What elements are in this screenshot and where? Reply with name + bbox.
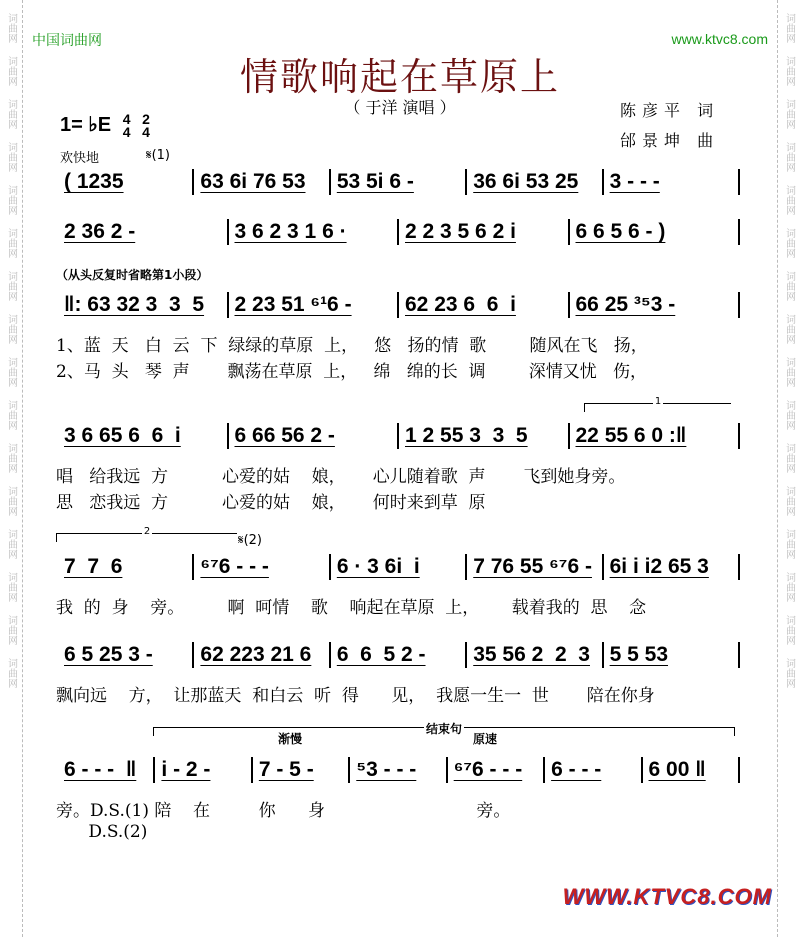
notation-row (58, 555, 740, 580)
repeat-note: （从头反复时省略第1小段） (56, 268, 209, 282)
watermark-text: 词曲网 (5, 228, 17, 258)
measure: 1 2 55 3 3 5 (405, 424, 528, 447)
lyric-line: 旁。D.S.(1) 陪 在 你 身 旁。 (56, 801, 511, 821)
measure: 3 6 65 6 6 i (64, 424, 181, 447)
ktvc8-logo: WWW.KTVC8.COM (562, 884, 772, 909)
measure: 53 5i 6 - (336, 170, 414, 193)
measure: 6i i i2 65 3 (609, 555, 709, 578)
measure: 36 6i 53 25 (473, 170, 579, 193)
measure: 6 - - - (551, 758, 602, 781)
barline (738, 642, 740, 668)
segno-1: 𝄋(1) (146, 148, 171, 163)
barline (738, 423, 740, 449)
measure: ( 1235 (64, 170, 124, 193)
watermark-text: 词曲网 (5, 185, 17, 215)
watermark-strip-left (0, 0, 23, 937)
lyric-line: 2、马 头 琴 声 飘荡在草原 上， 绵 绵的长 调 深情又忧 伤， (56, 362, 647, 382)
measure: 2 36 2 - (64, 220, 136, 243)
ritardando: 渐慢 (278, 732, 303, 746)
notation-row (58, 643, 740, 668)
measure: 62 223 21 6 (200, 643, 312, 666)
ts-top: 2 (142, 110, 150, 127)
measure: 63 6i 76 53 (200, 170, 306, 193)
watermark-text: 词曲网 (5, 572, 17, 602)
watermark-text: 词曲网 (5, 615, 17, 645)
watermark-text: 词曲网 (783, 572, 795, 602)
watermark-text: 词曲网 (783, 314, 795, 344)
measure: 6 6 5 6 - ) (575, 220, 666, 243)
watermark-text: 词曲网 (783, 529, 795, 559)
measure: 3 6 2 3 1 6 · (234, 220, 347, 243)
measure: 6 00 ‖ (648, 758, 706, 781)
watermark-text: 词曲网 (783, 357, 795, 387)
a-tempo: 原速 (473, 732, 498, 746)
measure: ⁶⁷6 - - - (453, 758, 523, 781)
measure: 6 5 25 3 - (64, 643, 153, 666)
tempo-marking: 欢快地 (60, 151, 100, 166)
lyricist: 陈彦平 词 (620, 101, 720, 120)
watermark-text: 词曲网 (5, 400, 17, 430)
measure: 22 55 6 0 :‖ (575, 424, 687, 447)
measure: 7 76 55 ⁶⁷6 - (473, 555, 592, 578)
volta-bracket-2 (56, 526, 237, 542)
watermark-text: 词曲网 (783, 271, 795, 301)
song-title: 情歌响起在草原上 (239, 55, 560, 99)
singer: （ 于洋 演唱 ） (344, 98, 456, 117)
notation-row (58, 170, 740, 195)
ts-bottom: 4 (142, 123, 150, 140)
watermark-text: 词曲网 (783, 142, 795, 172)
key-signature (60, 112, 150, 139)
watermark-text: 词曲网 (5, 658, 17, 688)
measure: ⁶⁷6 - - - (200, 555, 269, 578)
watermark-strip-right (777, 0, 800, 937)
lyric-line: D.S.(2) (56, 822, 148, 842)
volta-bracket-1 (584, 396, 731, 412)
lyric-line: 我 的 身 旁。 啊 呵情 歌 响起在草原 上， 载着我的 思 念 (56, 598, 647, 618)
watermark-text: 词曲网 (783, 486, 795, 516)
watermark-text: 词曲网 (783, 13, 795, 43)
notation-row (58, 293, 740, 318)
watermark-text: 词曲网 (5, 99, 17, 129)
measure: 62 23 6 6 i (405, 293, 516, 316)
ending-label: 结束句 (425, 722, 462, 736)
measure: 3 - - - (609, 170, 660, 193)
watermark-text: 词曲网 (5, 314, 17, 344)
watermark-text: 词曲网 (5, 13, 17, 43)
measure: 35 56 2 2 3 (473, 643, 590, 666)
measure: i - 2 - (161, 758, 211, 781)
barline (738, 169, 740, 195)
measure: 2 2 3 5 6 2 i (405, 220, 516, 243)
watermark-text: 词曲网 (783, 185, 795, 215)
barline (738, 757, 740, 783)
measure: 6 - - - ‖ (64, 758, 137, 781)
watermark-text: 词曲网 (783, 99, 795, 129)
lyric-line: 1、蓝 天 白 云 下 绿绿的草原 上， 悠 扬的情 歌 随风在飞 扬， (56, 336, 648, 356)
ts-top: 4 (122, 110, 131, 127)
measure: ⁵3 - - - (356, 758, 417, 781)
measure: 2 23 51 ⁶¹6 - (234, 293, 352, 316)
measure: 7 - 5 - (258, 758, 314, 781)
barline (738, 292, 740, 318)
measure: ‖: 63 32 3 3 5 (64, 293, 205, 316)
watermark-text: 词曲网 (783, 56, 795, 86)
measure: 6 6 5 2 - (336, 643, 426, 666)
site-name: 中国词曲网 (32, 33, 102, 49)
watermark-text: 词曲网 (5, 357, 17, 387)
watermark-text: 词曲网 (783, 443, 795, 473)
watermark-text: 词曲网 (5, 443, 17, 473)
measure: 5 5 53 (609, 643, 669, 666)
watermark-text: 词曲网 (5, 56, 17, 86)
key: 1= ♭E (60, 114, 112, 136)
barline (738, 219, 740, 245)
site-url[interactable]: www.ktvc8.com (671, 31, 768, 47)
watermark-text: 词曲网 (5, 529, 17, 559)
notation-row (58, 424, 740, 449)
notation-row (58, 220, 740, 245)
composer: 邰景坤 曲 (620, 131, 720, 150)
time-signature-2-4 (142, 110, 150, 140)
watermark-text: 词曲网 (5, 486, 17, 516)
watermark-text: 词曲网 (783, 400, 795, 430)
measure: 66 25 ³⁵3 - (575, 293, 676, 316)
watermark-text: 词曲网 (783, 615, 795, 645)
measure: 6 66 56 2 - (234, 424, 335, 447)
lyric-line: 唱 给我远 方 心爱的姑 娘， 心儿随着歌 声 飞到她身旁。 (56, 467, 626, 487)
watermark-text: 词曲网 (783, 228, 795, 258)
ending-bracket (153, 722, 735, 736)
watermark-text: 词曲网 (783, 658, 795, 688)
watermark-text: 词曲网 (5, 142, 17, 172)
measure: 6 · 3 6i i (336, 555, 420, 578)
notation-row (58, 758, 740, 783)
barline (738, 554, 740, 580)
watermark-text: 词曲网 (5, 271, 17, 301)
volta-number: 1 (654, 396, 662, 407)
measure: 7 7 6 (64, 555, 123, 578)
time-signature-4-4 (122, 110, 131, 140)
ts-bottom: 4 (122, 123, 131, 140)
segno-2: 𝄋(2) (238, 533, 263, 548)
lyric-line: 思 恋我远 方 心爱的姑 娘， 何时来到草 原 (56, 493, 486, 513)
lyric-line: 飘向远 方， 让那蓝天 和白云 听 得 见， 我愿一生一 世 陪在你身 (56, 686, 655, 706)
volta-number: 2 (143, 526, 151, 537)
